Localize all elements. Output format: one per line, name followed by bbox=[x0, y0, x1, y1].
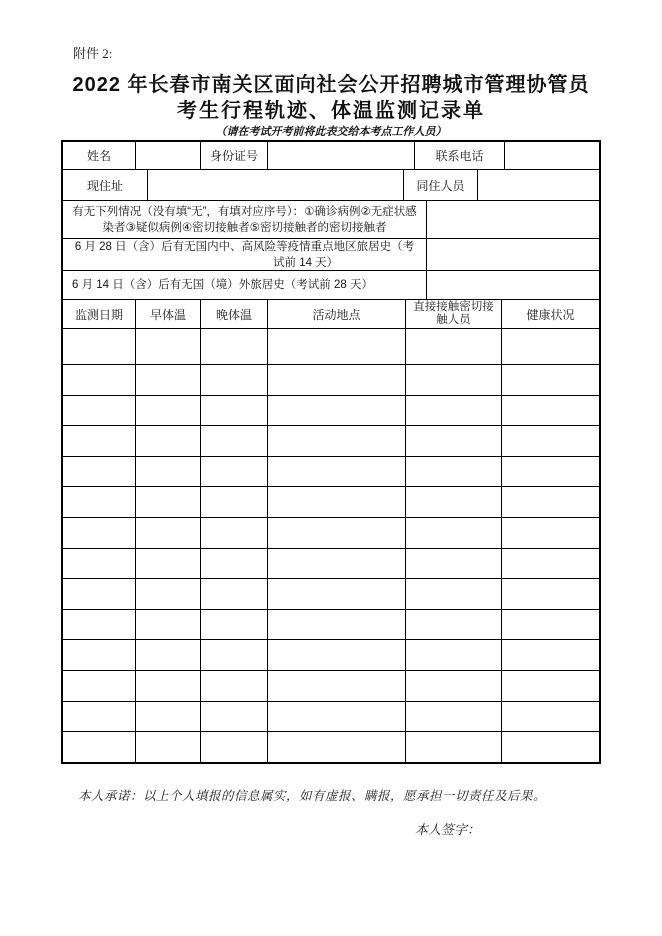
monitor-cell bbox=[136, 549, 201, 579]
monitor-cell bbox=[502, 365, 599, 395]
id-number-label: 身份证号 bbox=[201, 142, 268, 169]
condition-status-text bbox=[63, 201, 427, 238]
monitor-row bbox=[63, 365, 599, 396]
monitor-cell bbox=[502, 640, 599, 670]
monitor-row bbox=[63, 426, 599, 457]
info-row-identity bbox=[63, 142, 599, 170]
monitor-cell bbox=[406, 329, 502, 364]
name-label: 姓名 bbox=[63, 142, 136, 169]
monitor-cell bbox=[201, 426, 268, 456]
promise-statement: 本人承诺：以上个人填报的信息属实，如有虚报、瞒报，愿承担一切责任及后果。 bbox=[78, 789, 547, 803]
monitor-row bbox=[63, 610, 599, 641]
monitor-cell bbox=[136, 487, 201, 517]
address-label: 现住址 bbox=[63, 170, 148, 200]
condition-overseas-text bbox=[63, 271, 427, 299]
monitor-cell bbox=[63, 610, 136, 640]
monitor-cell bbox=[136, 426, 201, 456]
condition-overseas-value-cell bbox=[427, 271, 599, 299]
monitor-cell bbox=[136, 396, 201, 426]
monitor-cell bbox=[63, 426, 136, 456]
monitor-cell bbox=[136, 518, 201, 548]
monitor-cell bbox=[406, 549, 502, 579]
condition-row-status bbox=[63, 201, 599, 239]
monitor-cell bbox=[136, 702, 201, 732]
monitor-cell bbox=[63, 671, 136, 701]
monitor-cell bbox=[268, 426, 406, 456]
condition-domestic-line2: 试前 14 天） bbox=[273, 256, 339, 269]
monitor-cell bbox=[201, 702, 268, 732]
monitor-table-header bbox=[63, 300, 599, 329]
monitor-row bbox=[63, 579, 599, 610]
monitor-cell bbox=[268, 702, 406, 732]
monitor-row bbox=[63, 732, 599, 762]
monitor-cell bbox=[502, 732, 599, 762]
monitor-cell bbox=[136, 329, 201, 364]
condition-overseas-line1: 6 月 14 日（含）后有无国（境）外旅居史（考试前 28 天） bbox=[72, 279, 373, 291]
monitor-cell bbox=[201, 640, 268, 670]
monitor-cell bbox=[406, 426, 502, 456]
monitor-cell bbox=[268, 579, 406, 609]
phone-label: 联系电话 bbox=[415, 142, 505, 169]
monitor-cell bbox=[63, 365, 136, 395]
monitor-cell bbox=[502, 457, 599, 487]
monitor-cell bbox=[406, 640, 502, 670]
monitor-cell bbox=[63, 487, 136, 517]
column-header-morning-temp: 早体温 bbox=[136, 300, 201, 328]
condition-row-overseas-travel bbox=[63, 271, 599, 300]
monitor-cell bbox=[268, 732, 406, 762]
monitor-cell bbox=[136, 579, 201, 609]
monitor-cell bbox=[201, 671, 268, 701]
monitor-cell bbox=[406, 732, 502, 762]
monitor-table-body bbox=[63, 329, 599, 762]
document-title-line2: 考生行程轨迹、体温监测记录单 bbox=[177, 100, 485, 122]
monitor-cell bbox=[63, 396, 136, 426]
monitor-cell bbox=[136, 365, 201, 395]
condition-status-line2: 染者③疑似病例④密切接触者⑤密切接触者的密切接触者 bbox=[102, 221, 387, 234]
monitor-cell bbox=[268, 518, 406, 548]
monitor-cell bbox=[201, 396, 268, 426]
condition-row-domestic-travel bbox=[63, 239, 599, 271]
column-header-activity-location: 活动地点 bbox=[268, 300, 406, 328]
monitor-cell bbox=[63, 457, 136, 487]
monitor-cell bbox=[406, 457, 502, 487]
monitor-cell bbox=[502, 702, 599, 732]
monitor-row bbox=[63, 518, 599, 549]
monitor-row bbox=[63, 457, 599, 488]
monitor-cell bbox=[268, 396, 406, 426]
monitor-cell bbox=[406, 579, 502, 609]
document-subtitle: （请在考试开考前将此表交给本考点工作人员） bbox=[215, 126, 447, 138]
monitor-cell bbox=[63, 702, 136, 732]
monitor-cell bbox=[201, 549, 268, 579]
record-form-table bbox=[61, 140, 601, 764]
column-header-close-contacts: 直接接触密切接触人员 bbox=[406, 300, 502, 328]
monitor-cell bbox=[502, 396, 599, 426]
signature-label: 本人签字： bbox=[415, 822, 481, 837]
monitor-cell bbox=[63, 549, 136, 579]
monitor-cell bbox=[502, 610, 599, 640]
name-value-cell bbox=[136, 142, 201, 169]
monitor-cell bbox=[406, 365, 502, 395]
monitor-cell bbox=[136, 671, 201, 701]
column-header-evening-temp: 晚体温 bbox=[201, 300, 268, 328]
monitor-cell bbox=[201, 365, 268, 395]
monitor-cell bbox=[268, 487, 406, 517]
monitor-cell bbox=[63, 640, 136, 670]
info-row-address bbox=[63, 170, 599, 201]
monitor-row bbox=[63, 702, 599, 733]
phone-value-cell bbox=[505, 142, 599, 169]
monitor-cell bbox=[201, 329, 268, 364]
monitor-cell bbox=[502, 549, 599, 579]
monitor-cell bbox=[502, 518, 599, 548]
monitor-cell bbox=[406, 702, 502, 732]
condition-domestic-text bbox=[63, 239, 427, 270]
monitor-row bbox=[63, 487, 599, 518]
monitor-cell bbox=[268, 671, 406, 701]
id-number-value-cell bbox=[268, 142, 415, 169]
monitor-row bbox=[63, 671, 599, 702]
monitor-cell bbox=[201, 457, 268, 487]
monitor-cell bbox=[268, 549, 406, 579]
monitor-row bbox=[63, 640, 599, 671]
cohabitants-value-cell bbox=[478, 170, 599, 200]
monitor-cell bbox=[201, 732, 268, 762]
monitor-cell bbox=[406, 487, 502, 517]
column-header-monitor-date: 监测日期 bbox=[63, 300, 136, 328]
monitor-cell bbox=[406, 518, 502, 548]
monitor-cell bbox=[201, 487, 268, 517]
monitor-cell bbox=[136, 640, 201, 670]
monitor-cell bbox=[502, 329, 599, 364]
monitor-cell bbox=[136, 732, 201, 762]
monitor-cell bbox=[502, 579, 599, 609]
monitor-cell bbox=[268, 457, 406, 487]
condition-domestic-value-cell bbox=[427, 239, 599, 270]
address-value-cell bbox=[148, 170, 404, 200]
condition-status-line1: 有无下列情况（没有填“无”，有填对应序号）：①确诊病例②无症状感 bbox=[72, 205, 417, 218]
monitor-cell bbox=[502, 671, 599, 701]
monitor-cell bbox=[406, 671, 502, 701]
monitor-cell bbox=[268, 610, 406, 640]
attachment-label: 附件 2: bbox=[73, 46, 113, 61]
monitor-cell bbox=[201, 610, 268, 640]
condition-status-value-cell bbox=[427, 201, 599, 238]
monitor-row bbox=[63, 329, 599, 365]
monitor-cell bbox=[268, 365, 406, 395]
monitor-cell bbox=[201, 518, 268, 548]
monitor-row bbox=[63, 396, 599, 427]
monitor-row bbox=[63, 549, 599, 580]
monitor-cell bbox=[502, 487, 599, 517]
monitor-cell bbox=[136, 610, 201, 640]
monitor-cell bbox=[63, 579, 136, 609]
monitor-cell bbox=[136, 457, 201, 487]
monitor-cell bbox=[63, 732, 136, 762]
monitor-cell bbox=[406, 396, 502, 426]
monitor-cell bbox=[502, 426, 599, 456]
monitor-cell bbox=[268, 329, 406, 364]
condition-domestic-line1: 6 月 28 日（含）后有无国内中、高风险等疫情重点地区旅居史（考 bbox=[74, 240, 415, 253]
monitor-cell bbox=[63, 329, 136, 364]
column-header-health-status: 健康状况 bbox=[526, 307, 575, 322]
monitor-cell bbox=[268, 640, 406, 670]
monitor-cell bbox=[63, 518, 136, 548]
monitor-cell bbox=[406, 610, 502, 640]
document-title-line1: 2022 年长春市南关区面向社会公开招聘城市管理协管员 bbox=[72, 74, 590, 96]
cohabitants-label: 同住人员 bbox=[404, 170, 478, 200]
monitor-cell bbox=[201, 579, 268, 609]
